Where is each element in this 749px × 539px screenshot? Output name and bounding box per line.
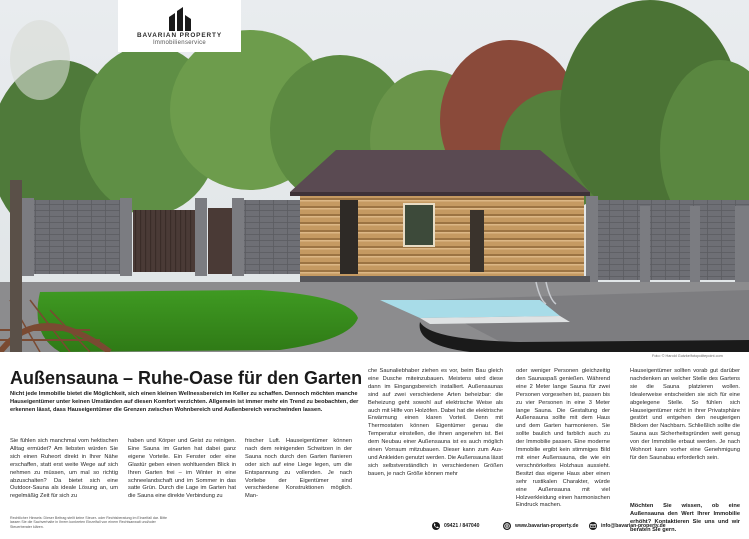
contact-email[interactable] [589,522,666,530]
globe-icon [503,522,511,530]
article-column-2: haben und Körper und Geist zu reinigen. Eine Sauna im Garten hat dabei ganz eigene Vorteile. Ein Fenster oder eine Glastür geben einen wohltuenden Blick in Ihren Garten frei – im Winter in eine schneelandschaft und im Sommer in das satte Grün. Durch die Lage im Garten hat die Sauna eine direkte Verbindung zu [128,438,236,500]
legal-footnote: Rechtlicher Hinweis: Dieser Beitrag stellt keine Steuer- oder Rechtsberatung im Einzelfall dar. Bitte lassen Sie die Sachverhalte in Ihrem konkreten Einzelfall von einem Rechtsanwalt und/oder Steuerberater klären. [10,516,167,529]
article-headline: Außensauna – Ruhe-Oase für den Garten [10,368,363,388]
article-column-1: Sie fühlen sich manchmal vom hektischen Alltag ermüdet? Am liebsten würden Sie sich einen Ruheort direkt in Ihrer Nähe erschaffen, statt erst weite Wege auf sich nehmen zu müssen, um mal so richtig abzuschalten? Da bietet sich eine Outdoor-Sauna als ideale Lösung an, um regelmäßig Zeit für sich zu [10,438,118,500]
phone-icon [432,522,440,530]
mail-icon [589,522,597,530]
photo-credit: Foto: © Harold Gutzke/fotopolitepoint.com [652,354,723,358]
garden-door [208,208,232,274]
garden-gate [133,210,195,272]
log-sauna [290,150,590,282]
logo-name: BAVARIAN PROPERTY [136,32,222,39]
article-column-3: frischer Luft. Hauseigentümer können nach dem reinigenden Schwitzen in der Sauna noch durch den Garten flanieren oder sich auf eine Liege legen, um die Entspannung zu vollenden. Je nach Vorliebe der Eigentümer sind verschiedene Konstruktionen möglich. Man- [245,438,352,500]
company-logo [118,0,241,52]
website-link[interactable]: www.bavarian-property.de [515,523,579,529]
email-link[interactable]: info@bavarian-property.de [601,523,666,529]
article-column-4: che Saunaliebhaber ziehen es vor, beim Bau gleich eine Dusche miteinzubauen. Meistens wird diese dann im Eingangsbereich installiert. Außensaunas sind auf zwei verschiedene Arten beheizbar: die Beheizung geht sowohl auf elektrische Weise als auch mit Hilfe von Holzöfen. Dabei hat die elektrische Erwärmung einen klaren Vorteil. Denn mit Thermostaten können Eigentümer genau die Temperatur einstellen, die ihnen angenehm ist. Bei dem Neubau einer Außensauna ist es auch möglich einen Vorraum mitzubauen. Dieser kann zum Aus- und Ankleiden genutzt werden. Die Außensauna lässt sich selbstverständlich in verschiedenen Größen bauen, je nach Größe können mehr [368,368,503,477]
contact-phone[interactable] [432,522,479,530]
article-intro: Nicht jede Immobilie bietet die Möglichkeit, sich einen kleinen Wellnessbereich im Keller zu schaffen. Dennoch möchten manche Hauseigentümer unter keinen Umständen auf diesen Komfort verzichten. Allgemein ist immer mehr ein Trend zu beobachten, der erkennen lässt, dass Hauseigentümer die Grenzen zwischen Wohnbereich und Außenbereich verschwinden lassen. [10,391,359,413]
phone-number: 09421 / 847040 [444,523,480,529]
call-to-action: Möchten Sie wissen, ob eine Außensauna den Wert Ihrer Immobilie erhöht? Kontaktieren Sie uns und wir beraten Sie gern. [630,503,740,533]
logo-subtitle: Immobilienservice [152,40,207,46]
article-column-6: Hauseigentümer sollten vorab gut darüber nachdenken an welcher Stelle des Gartens sie die Sauna platzieren wollen. Idealerweise entscheiden sie sich für eine abgelegene Stelle. So fühlen sich Hauseigentümer nicht in ihrer Privatsphäre gestört und entgehen den neugierigen Blicken der Nachbarn. Schließlich sollte die Sauna aus Sicherheitsgründen weit genug von der Immobilie erbaut werden. Je nach Wohnort kann vorher eine Genehmigung für den Saunabau erforderlich sein. [630,368,740,461]
building-logo-icon [167,7,193,31]
lawn [38,290,359,352]
article-column-5: oder weniger Personen gleichzeitig den Saunaspaß genießen. Während eine 2 Meter lange Sauna für zwei Personen vorgesehen ist, passen bis zu vier Personen in eine 3 Meter lange Sauna. Die Gestaltung der Außensauna sollte mit dem Haus und dem Garten harmonieren. Sie sollte baulich und farblich auch zu der Immobilie passen. Eine moderne Immobilie ergibt kein stimmiges Bild mit einer Außensauna, die wie ein verschnörkeltes Holzhaus aussieht. Besitzt das eigene Haus aber einen sehr rustikalen Charakter, würde eine Außensauna mit viel Holzverkleidung einen harmonischen Eindruck machen. [516,368,610,509]
contact-website[interactable] [503,522,578,530]
